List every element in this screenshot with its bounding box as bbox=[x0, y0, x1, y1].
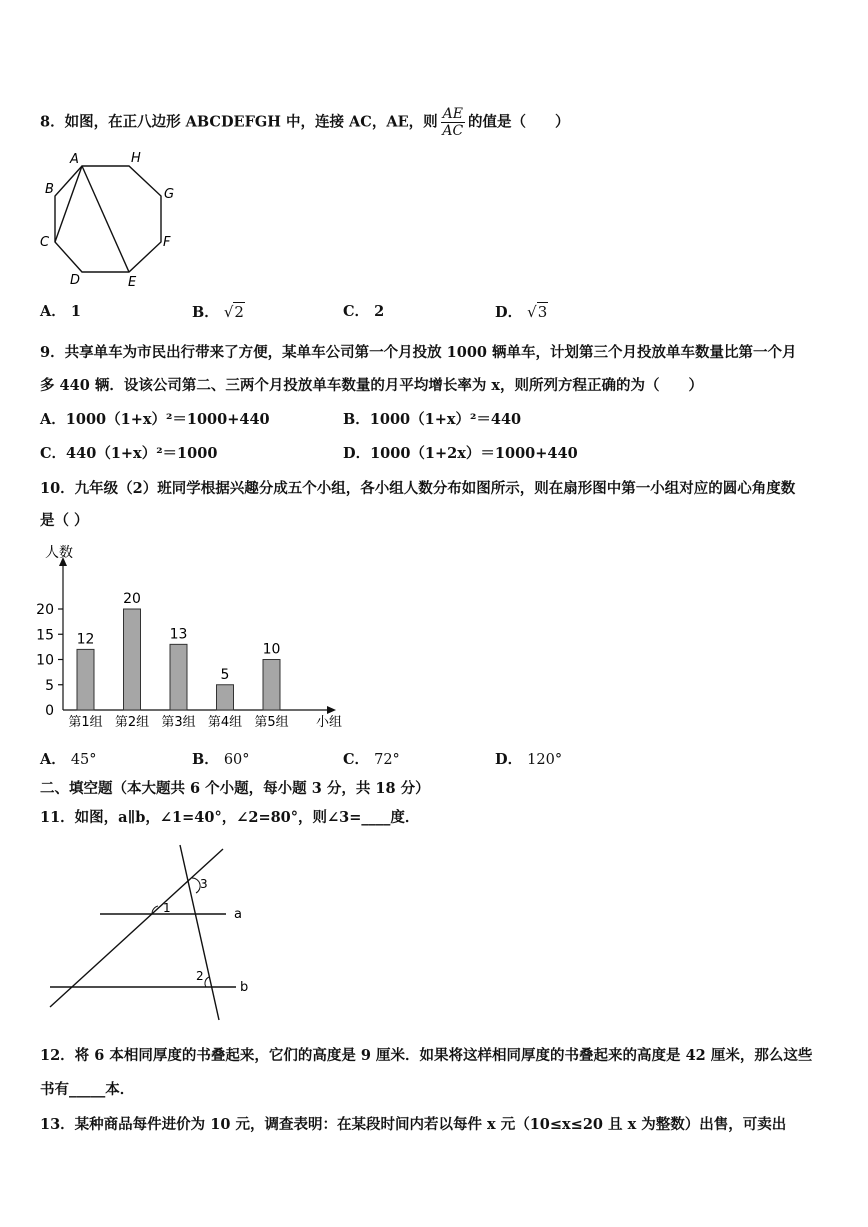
vertex-label-h: H bbox=[131, 151, 141, 166]
line-label-b: b bbox=[240, 980, 249, 995]
option-key: D． bbox=[343, 445, 371, 462]
option-key: C． bbox=[343, 751, 370, 768]
x-axis-label: 小组 bbox=[316, 715, 343, 730]
vertex-label-c: C bbox=[40, 235, 50, 250]
question-10-line-2: 是（ ） bbox=[40, 512, 89, 529]
category-label: 第5组 bbox=[254, 715, 289, 730]
fraction-numerator: AE bbox=[442, 106, 463, 122]
option-text: 72° bbox=[374, 752, 400, 768]
y-tick-label: 10 bbox=[36, 652, 54, 669]
vertex-label-f: F bbox=[163, 235, 171, 250]
angle-arc-3 bbox=[192, 878, 200, 893]
option-text: 1000（1+x）²＝1000+440 bbox=[65, 411, 270, 428]
vertex-label-b: B bbox=[45, 182, 54, 197]
vertex-label-a: A bbox=[70, 152, 79, 167]
question-10-line-1: 10．九年级（2）班同学根据兴趣分成五个小组，各小组人数分布如图所示，则在扇形图中第一小组对应的圆心角度数 bbox=[40, 480, 796, 497]
sqrt-symbol: √2 bbox=[223, 303, 244, 321]
question-12-line-1: 12．将 6 本相同厚度的书叠起来，它们的高度是 9 厘米．如果将这样相同厚度的书叠起来的高度是 42 厘米，那么这些 bbox=[40, 1047, 813, 1064]
option-text: 2 bbox=[374, 303, 385, 320]
y-tick-label: 5 bbox=[45, 677, 54, 694]
option-text: 45° bbox=[70, 752, 97, 768]
category-label: 第2组 bbox=[114, 715, 150, 730]
transversal-1 bbox=[50, 849, 223, 1007]
option-key: D． bbox=[495, 304, 523, 321]
option-key: B． bbox=[192, 304, 219, 321]
option-key: C． bbox=[40, 445, 67, 462]
angle-arc-2 bbox=[205, 977, 209, 987]
data-label: 20 bbox=[123, 591, 141, 607]
fraction-denominator: AC bbox=[442, 123, 464, 139]
option-key: B． bbox=[343, 411, 370, 428]
question-8-text-a: 8．如图，在正八边形 ABCDEFGH 中，连接 AC，AE，则 bbox=[40, 113, 438, 131]
question-13-line-1: 13．某种商品每件进价为 10 元，调查表明：在某段时间内若以每件 x 元（10≤x≤20 且 x 为整数）出售，可卖出 bbox=[40, 1116, 787, 1133]
question-9-line-1: 9．共享单车为市民出行带来了方便，某单车公司第一个月投放 1000 辆单车，计划第三个月投放单车数量比第一个月 bbox=[40, 344, 797, 361]
question-12-line-2: 书有_____本． bbox=[40, 1081, 135, 1098]
option-text: 1000（1+2x）＝1000+440 bbox=[370, 445, 578, 462]
option-text: 3 bbox=[537, 303, 548, 321]
vertex-label-e: E bbox=[128, 275, 137, 290]
angle-label-3: 3 bbox=[200, 877, 208, 891]
option-text: 120° bbox=[527, 752, 563, 768]
y-tick-label: 20 bbox=[36, 602, 54, 618]
section-title: 二、填空题（本大题共 6 个小题，每小题 3 分，共 18 分） bbox=[40, 780, 430, 797]
option-text: 440（1+x）²＝1000 bbox=[66, 445, 218, 462]
sqrt-symbol: √3 bbox=[527, 303, 548, 321]
option-text: 2 bbox=[234, 303, 244, 321]
option-key: A． bbox=[40, 411, 66, 428]
option-text: 60° bbox=[223, 752, 250, 768]
option-text: 1000（1+x）²＝440 bbox=[369, 411, 522, 428]
category-label: 第3组 bbox=[161, 715, 196, 730]
category-label: 第4组 bbox=[207, 715, 243, 730]
option-key: A． bbox=[40, 303, 66, 320]
vertex-label-g: G bbox=[164, 187, 175, 202]
data-label: 5 bbox=[220, 666, 230, 683]
question-9-line-2: 多 440 辆．设该公司第二、三两个月投放单车数量的月平均增长率为 x，则所列方程正确的为（ ） bbox=[40, 377, 704, 394]
data-label: 12 bbox=[76, 631, 95, 648]
y-axis-label: 人数 bbox=[45, 545, 73, 561]
option-key: B． bbox=[192, 751, 219, 768]
category-label: 第1组 bbox=[68, 715, 103, 730]
vertex-label-d: D bbox=[70, 273, 81, 288]
y-tick-label: 0 bbox=[45, 703, 54, 719]
option-text: 1 bbox=[70, 303, 81, 320]
option-key: A． bbox=[40, 751, 66, 768]
data-label: 13 bbox=[169, 626, 188, 643]
question-11-stem: 11．如图，a∥b，∠1=40°，∠2=80°，则∠3=____度． bbox=[40, 809, 420, 826]
line-label-a: a bbox=[234, 907, 242, 922]
option-key: D． bbox=[495, 751, 523, 768]
question-8-text-b: 的值是（ ） bbox=[468, 113, 570, 131]
angle-label-1: 1 bbox=[163, 901, 171, 915]
y-tick-label: 15 bbox=[36, 627, 54, 644]
data-label: 10 bbox=[262, 641, 281, 658]
angle-label-2: 2 bbox=[196, 969, 204, 983]
option-key: C． bbox=[343, 303, 370, 320]
